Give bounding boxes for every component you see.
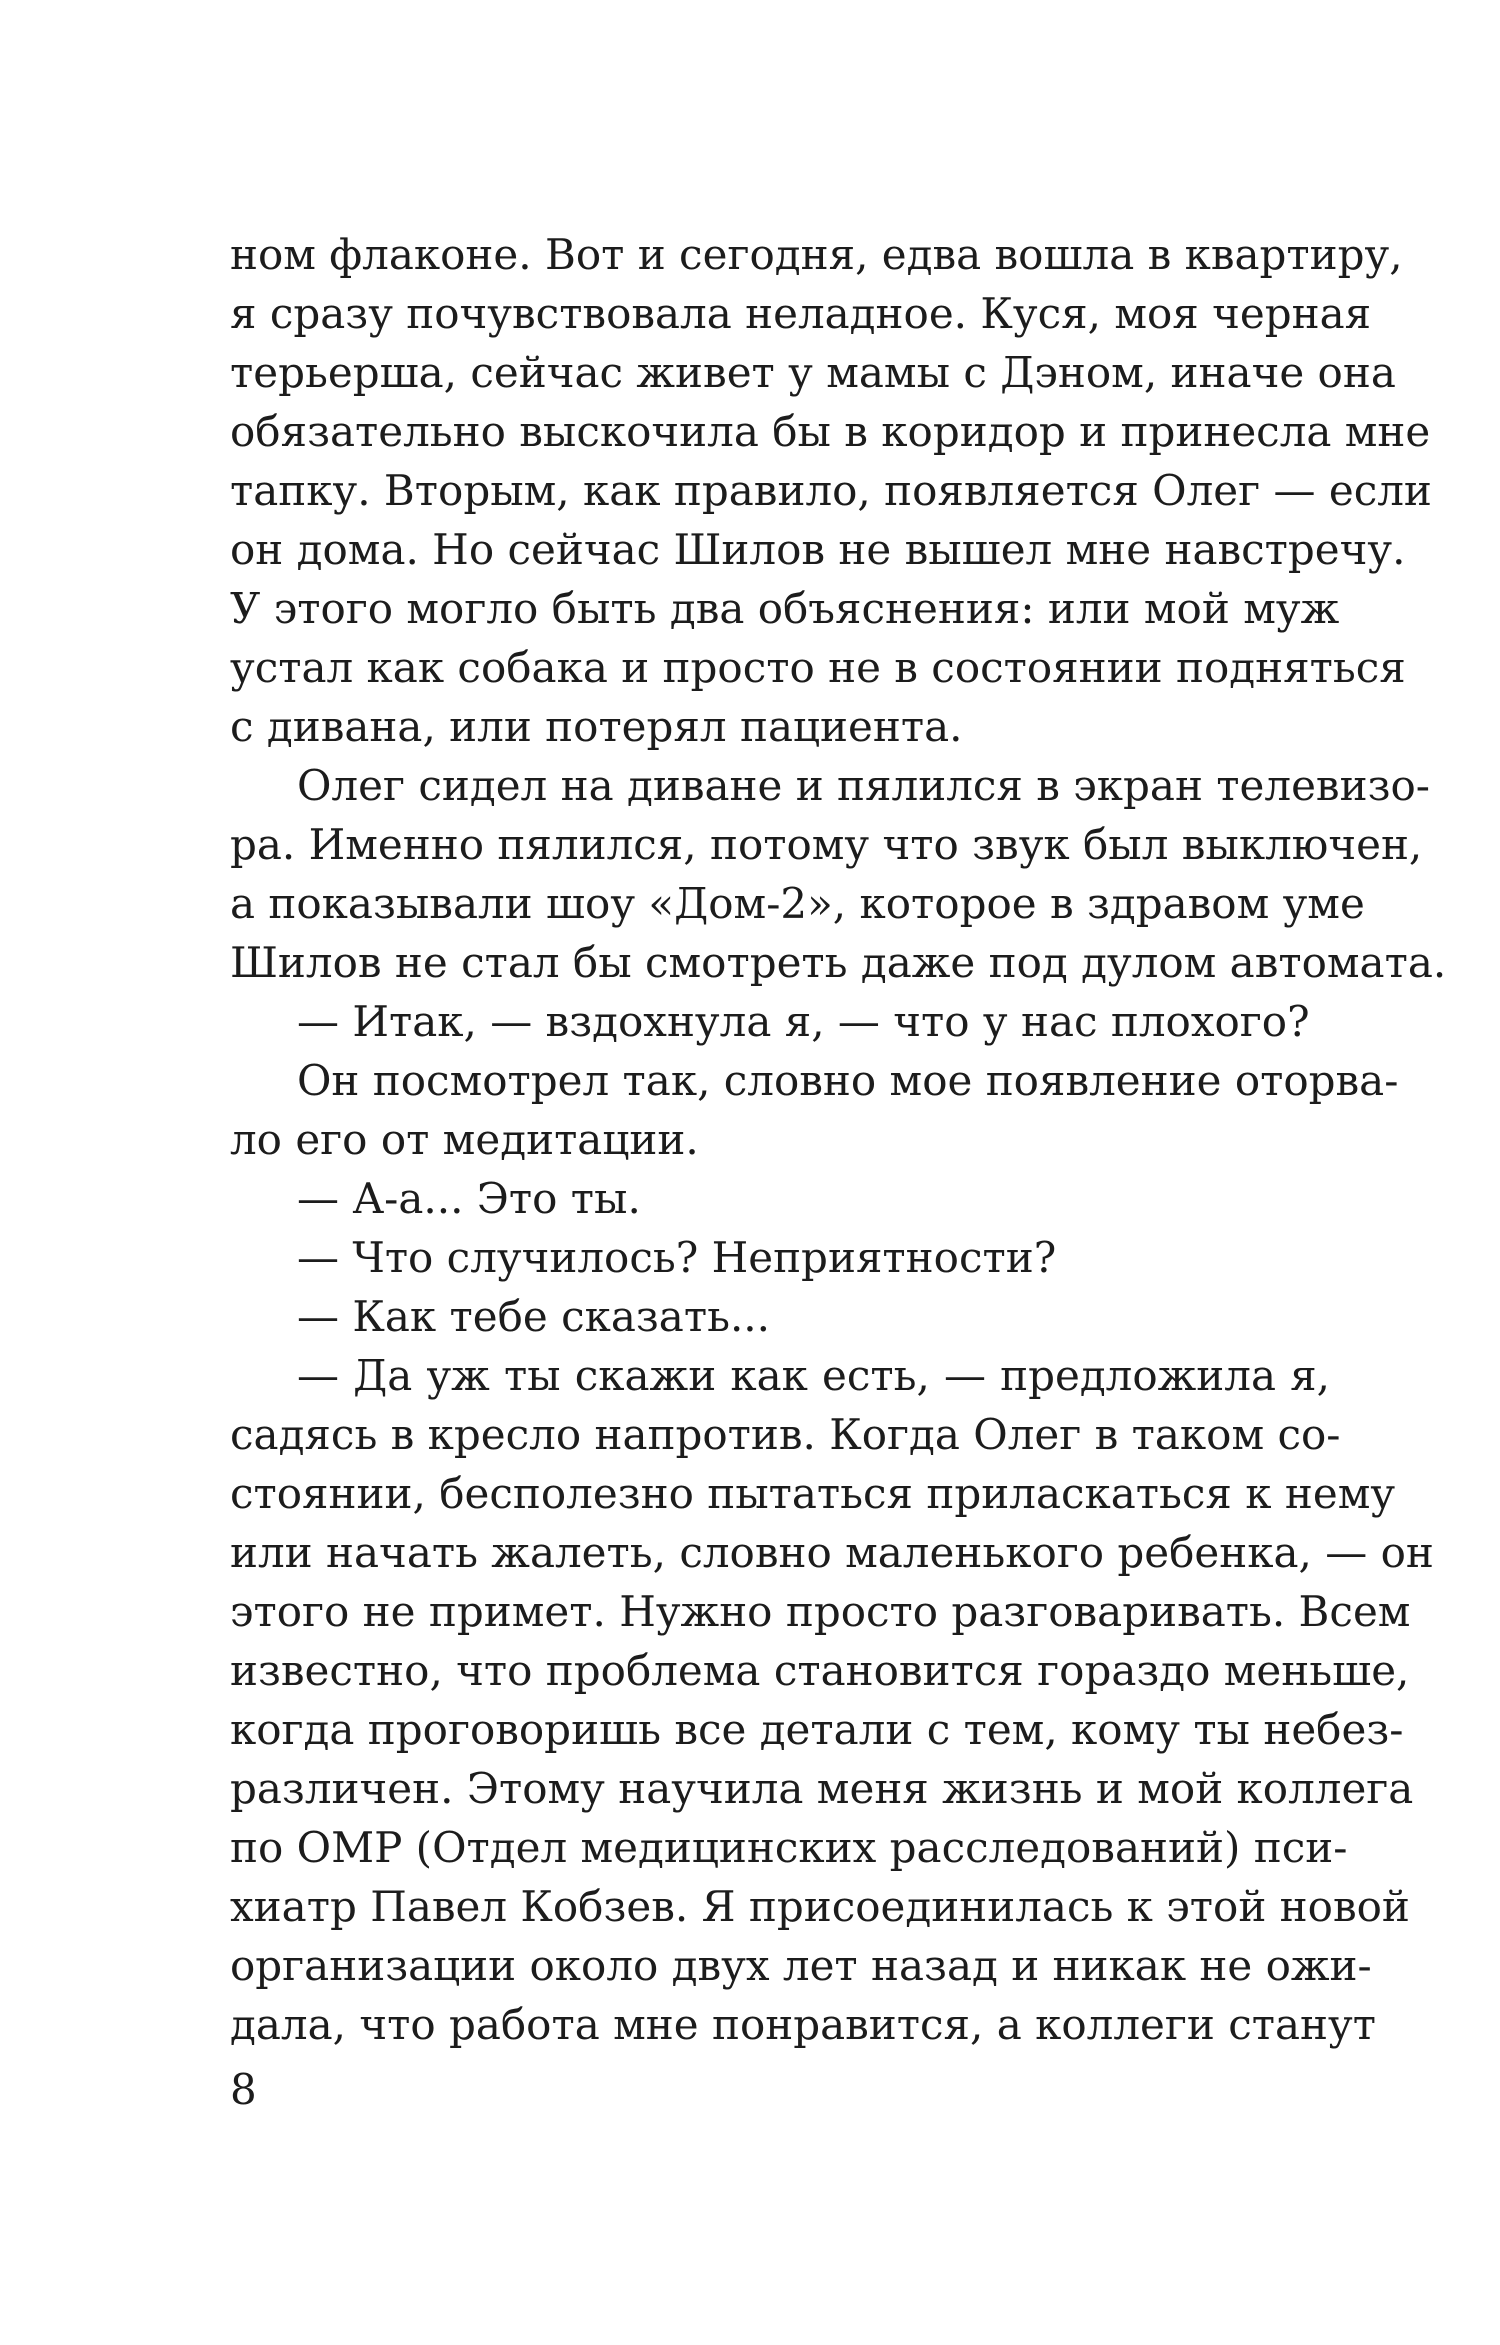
text-line: У этого могло быть два объяснения: или мой муж (230, 584, 1340, 633)
text-line: различен. Этому научила меня жизнь и мой коллега (230, 1764, 1414, 1813)
text-line: ло его от медитации. (230, 1115, 699, 1164)
text-line: Шилов не стал бы смотреть даже под дулом автомата. (230, 938, 1447, 987)
text-line: садясь в кресло напротив. Когда Олег в таком со- (230, 1410, 1341, 1459)
text-line: а показывали шоу «Дом-2», которое в здравом уме (230, 879, 1365, 928)
dialogue-line: — Что случилось? Неприятности? (297, 1233, 1057, 1282)
text-line: с дивана, или потерял пациента. (230, 702, 963, 751)
text-line: этого не примет. Нужно просто разговаривать. Всем (230, 1587, 1411, 1636)
page-text (230, 225, 1447, 2054)
text-line: ном флаконе. Вот и сегодня, едва вошла в квартиру, (230, 230, 1403, 279)
dialogue-line: — А-а... Это ты. (297, 1174, 641, 1223)
text-line: хиатр Павел Кобзев. Я присоединилась к этой новой (230, 1882, 1410, 1931)
text-line: ра. Именно пялился, потому что звук был выключен, (230, 820, 1423, 869)
text-line: по ОМР (Отдел медицинских расследований) пси- (230, 1823, 1348, 1872)
text-line: устал как собака и просто не в состоянии подняться (230, 643, 1406, 692)
text-line: дала, что работа мне понравится, а коллеги станут (230, 2000, 1376, 2049)
text-line: организации около двух лет назад и никак не ожи- (230, 1941, 1372, 1990)
text-line: когда проговоришь все детали с тем, кому ты небез- (230, 1705, 1404, 1754)
paragraph-first-line: Он посмотрел так, словно мое появление оторва- (297, 1056, 1399, 1105)
text-line: известно, что проблема становится гораздо меньше, (230, 1646, 1410, 1695)
dialogue-line: — Как тебе сказать... (297, 1292, 770, 1341)
text-line: тапку. Вторым, как правило, появляется Олег — если (230, 466, 1432, 515)
text-line: обязательно выскочила бы в коридор и принесла мне (230, 407, 1431, 456)
paragraph-first-line: Олег сидел на диване и пялился в экран телевизо- (297, 761, 1430, 810)
text-line: или начать жалеть, словно маленького ребенка, — он (230, 1528, 1434, 1577)
page-number: 8 (230, 2065, 257, 2114)
text-line: терьерша, сейчас живет у мамы с Дэном, иначе она (230, 348, 1396, 397)
text-line: он дома. Но сейчас Шилов не вышел мне навстречу. (230, 525, 1406, 574)
text-line: я сразу почувствовала неладное. Куся, моя черная (230, 289, 1372, 338)
dialogue-line: — Да уж ты скажи как есть, — предложила я, (297, 1351, 1330, 1400)
dialogue-line: — Итак, — вздохнула я, — что у нас плохого? (297, 997, 1310, 1046)
text-line: стоянии, бесполезно пытаться приласкаться к нему (230, 1469, 1396, 1518)
